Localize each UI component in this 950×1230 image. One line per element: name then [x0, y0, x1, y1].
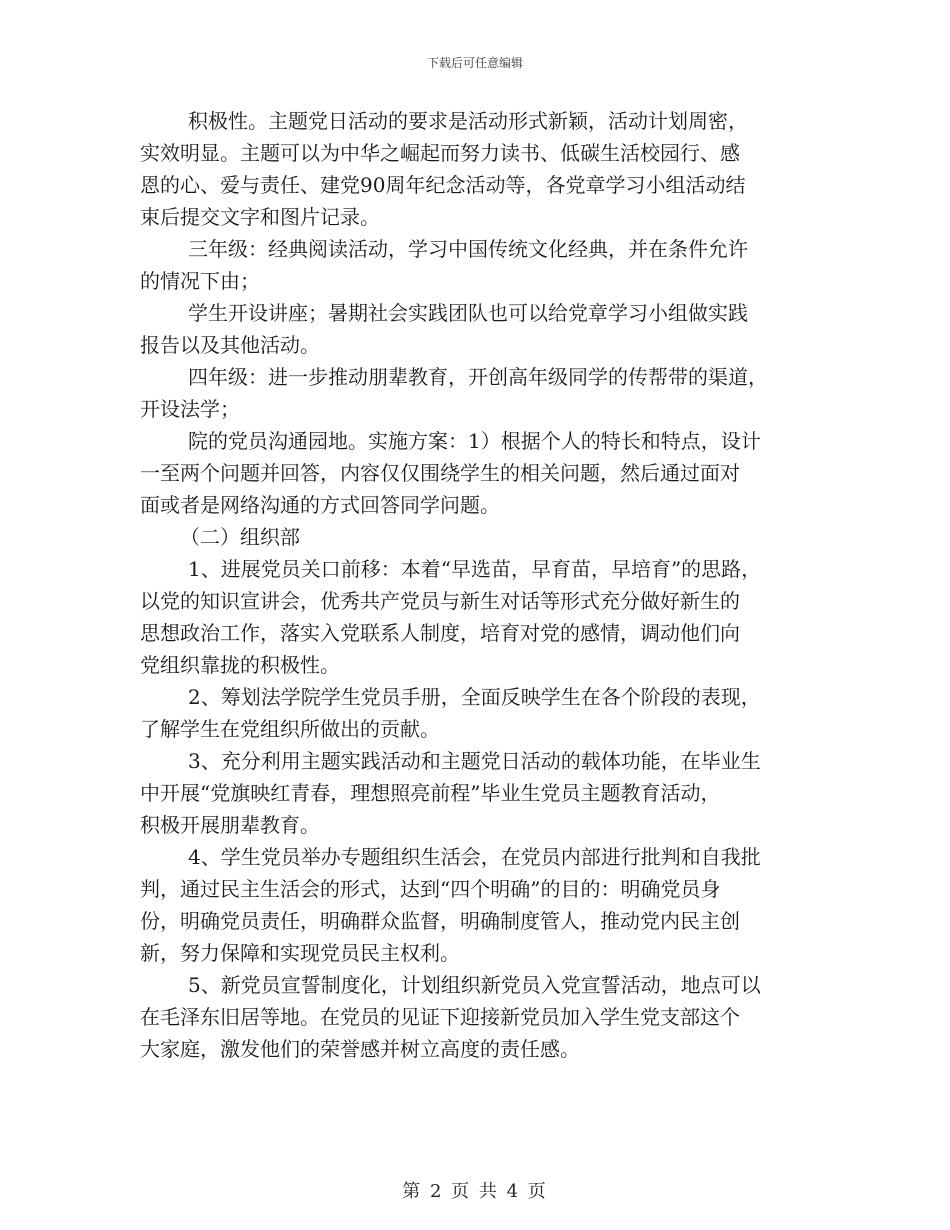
text-line: 面或者是网络沟通的方式回答同学问题。: [140, 493, 500, 517]
text-line: 恩的心、爱与责任、建党90周年纪念活动等，各党章学习小组活动结: [140, 173, 746, 197]
text-line: 判，通过民主生活会的形式，达到“四个明确”的目的：明确党员身: [140, 877, 721, 901]
paragraph-item-3: [140, 745, 820, 841]
text-line: 积极开展朋辈教育。: [140, 813, 320, 837]
text-line: 在毛泽东旧居等地。在党员的见证下迎接新党员加入学生党支部这个: [140, 1005, 740, 1029]
text-line: 大家庭，激发他们的荣誉感并树立高度的责任感。: [140, 1037, 580, 1061]
text-line: 积极性。主题党日活动的要求是活动形式新颖，活动计划周密，: [188, 109, 748, 133]
page-header: 下载后可任意编辑: [426, 56, 523, 70]
page-footer: 第 2 页 共 4 页: [402, 1181, 548, 1202]
section-heading: [140, 521, 820, 553]
text-line: 学生开设讲座；暑期社会实践团队也可以给党章学习小组做实践: [188, 301, 748, 325]
paragraph-1: [140, 105, 820, 233]
text-line: 一至两个问题并回答，内容仅仅围绕学生的相关问题，然后通过面对: [140, 461, 740, 485]
paragraph-item-2: [140, 681, 820, 745]
text-line: 院的党员沟通园地。实施方案：1）根据个人的特长和特点，设计: [188, 429, 761, 453]
text-line: 实效明显。主题可以为中华之崛起而努力读书、低碳生活校园行、感: [140, 141, 740, 165]
text-line: 四年级：进一步推动朋辈教育，开创高年级同学的传帮带的渠道，: [188, 365, 768, 389]
paragraph-item-5: [140, 969, 820, 1065]
text-line: 党组织靠拢的积极性。: [140, 653, 340, 677]
text-line: 份，明确党员责任，明确群众监督，明确制度管人，推动党内民主创: [140, 909, 740, 933]
paragraph-5: [140, 425, 820, 521]
text-line: 1、进展党员关口前移：本着“早选苗，早育苗，早培育”的思路，: [188, 557, 762, 581]
text-line: 开设法学；: [140, 397, 240, 421]
text-line: 5、新党员宣誓制度化，计划组织新党员入党宣誓活动，地点可以: [188, 973, 761, 997]
paragraph-3: [140, 297, 820, 361]
text-line: 中开展“党旗映红青春，理想照亮前程”毕业生党员主题教育活动，: [140, 781, 721, 805]
text-line: 4、学生党员举办专题组织生活会，在党员内部进行批判和自我批: [188, 845, 761, 869]
paragraph-item-1: [140, 553, 820, 681]
paragraph-item-4: [140, 841, 820, 969]
paragraph-4: [140, 361, 820, 425]
paragraph-2: [140, 233, 820, 297]
text-line: 2、筹划法学院学生党员手册，全面反映学生在各个阶段的表现，: [188, 685, 761, 709]
document-body: [140, 105, 820, 1065]
text-line: 报告以及其他活动。: [140, 333, 320, 357]
text-line: 3、充分利用主题实践活动和主题党日活动的载体功能，在毕业生: [188, 749, 761, 773]
text-line: 思想政治工作，落实入党联系人制度，培育对党的感情，调动他们向: [140, 621, 740, 645]
text-line: 束后提交文字和图片记录。: [140, 205, 380, 229]
text-line: 了解学生在党组织所做出的贡献。: [140, 717, 440, 741]
text-line: 以党的知识宣讲会，优秀共产党员与新生对话等形式充分做好新生的: [140, 589, 740, 613]
text-line: 的情况下由；: [140, 269, 260, 293]
section-heading-text: （二）组织部: [180, 525, 300, 549]
text-line: 三年级：经典阅读活动，学习中国传统文化经典，并在条件允许: [188, 237, 748, 261]
text-line: 新，努力保障和实现党员民主权利。: [140, 941, 460, 965]
